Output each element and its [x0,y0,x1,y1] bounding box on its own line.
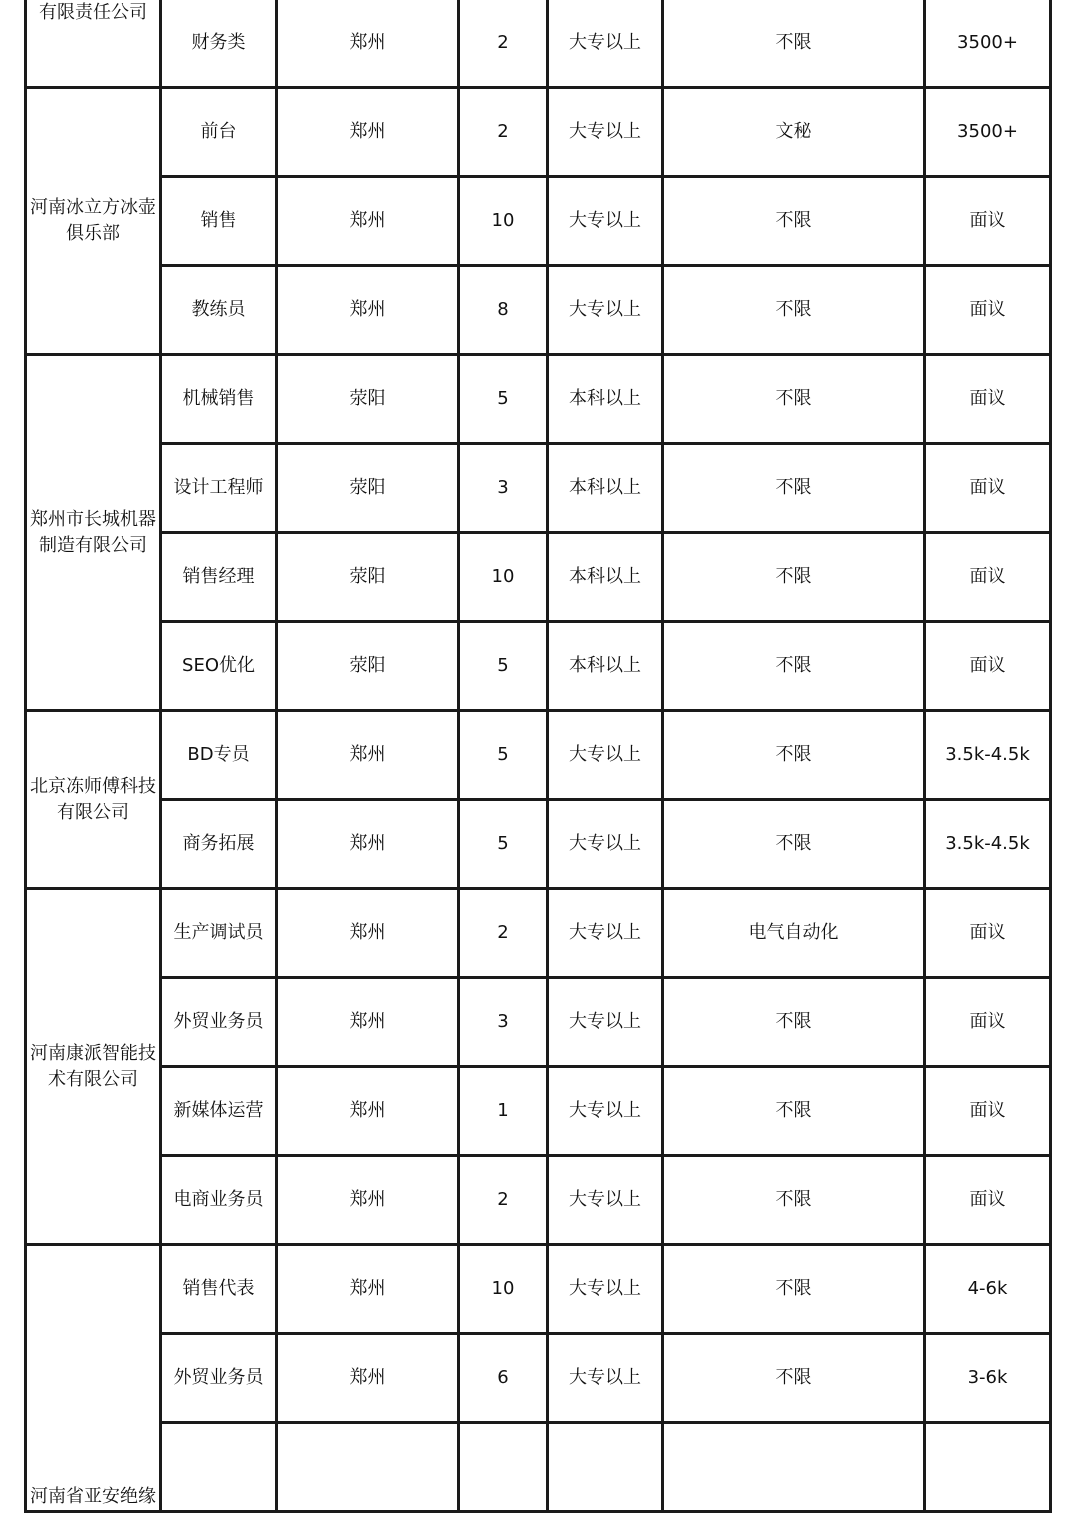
table-row [26,1156,1051,1245]
table-row [26,800,1051,889]
table-row [26,1245,1051,1334]
salary-cell: 4-6k [925,1245,1051,1334]
position-cell: BD专员 [161,711,277,800]
location-cell: 郑州 [277,711,459,800]
salary-cell: 面议 [925,978,1051,1067]
salary-cell: 面议 [925,1156,1051,1245]
headcount-cell: 2 [459,1156,548,1245]
major-cell: 不限 [663,0,925,88]
position-cell: 新媒体运营 [161,1067,277,1156]
major-cell: 文秘 [663,88,925,177]
headcount-cell: 10 [459,177,548,266]
table-row [26,444,1051,533]
table-row [26,622,1051,711]
education-cell: 本科以上 [548,533,663,622]
table-row [26,88,1051,177]
headcount-cell: 2 [459,889,548,978]
company-name-cell [26,1245,161,1512]
company-name-cell [26,355,161,711]
major-cell: 不限 [663,622,925,711]
education-cell: 大专以上 [548,0,663,88]
major-cell: 不限 [663,533,925,622]
education-cell: 大专以上 [548,266,663,355]
company-name-line: 有限公司 [57,801,129,823]
location-cell: 荥阳 [277,444,459,533]
company-name-line: 术有限公司 [48,1068,138,1090]
company-name-line: 河南康派智能技 [30,1042,156,1064]
company-name-line: 北京冻师傅科技 [30,775,156,797]
headcount-cell: 3 [459,444,548,533]
headcount-cell: 2 [459,0,548,88]
major-cell: 不限 [663,177,925,266]
education-cell: 大专以上 [548,800,663,889]
headcount-cell: 8 [459,266,548,355]
company-name-line: 俱乐部 [66,223,120,244]
company-name-line: 有限责任公司 [39,2,147,23]
company-name-line: 河南冰立方冰壶 [30,197,156,218]
major-cell: 不限 [663,978,925,1067]
major-cell: 不限 [663,1245,925,1334]
headcount-cell: 6 [459,1334,548,1423]
location-cell: 郑州 [277,88,459,177]
salary-cell [925,1423,1051,1512]
education-cell: 大专以上 [548,1334,663,1423]
education-cell: 本科以上 [548,622,663,711]
education-cell: 本科以上 [548,444,663,533]
salary-cell: 面议 [925,889,1051,978]
position-cell: 商务拓展 [161,800,277,889]
major-cell: 不限 [663,355,925,444]
salary-cell: 面议 [925,266,1051,355]
headcount-cell: 2 [459,88,548,177]
headcount-cell: 10 [459,533,548,622]
position-cell: SEO优化 [161,622,277,711]
position-cell: 销售经理 [161,533,277,622]
table-row [26,711,1051,800]
location-cell: 郑州 [277,800,459,889]
salary-cell: 面议 [925,444,1051,533]
education-cell: 大专以上 [548,1245,663,1334]
education-cell: 大专以上 [548,889,663,978]
position-cell: 财务类 [161,0,277,88]
major-cell: 电气自动化 [663,889,925,978]
company-name-cell [26,88,161,355]
salary-cell: 面议 [925,355,1051,444]
location-cell: 荥阳 [277,533,459,622]
salary-cell: 面议 [925,177,1051,266]
salary-cell: 面议 [925,622,1051,711]
education-cell: 大专以上 [548,177,663,266]
salary-cell: 3500+ [925,88,1051,177]
position-cell: 教练员 [161,266,277,355]
education-cell: 大专以上 [548,1156,663,1245]
location-cell: 郑州 [277,266,459,355]
position-cell: 机械销售 [161,355,277,444]
company-name-cell [26,889,161,1245]
location-cell: 荥阳 [277,355,459,444]
position-cell [161,1423,277,1512]
location-cell: 郑州 [277,0,459,88]
table-row [26,533,1051,622]
location-cell: 荥阳 [277,622,459,711]
education-cell: 大专以上 [548,711,663,800]
job-listing-table [24,0,1052,1513]
education-cell: 本科以上 [548,355,663,444]
position-cell: 外贸业务员 [161,978,277,1067]
location-cell: 郑州 [277,1156,459,1245]
salary-cell: 3.5k-4.5k [925,711,1051,800]
location-cell: 郑州 [277,1067,459,1156]
position-cell: 生产调试员 [161,889,277,978]
table-row [26,1334,1051,1423]
headcount-cell: 10 [459,1245,548,1334]
headcount-cell [459,1423,548,1512]
headcount-cell: 5 [459,800,548,889]
major-cell: 不限 [663,266,925,355]
education-cell [548,1423,663,1512]
salary-cell: 3500+ [925,0,1051,88]
table-row [26,978,1051,1067]
table-row [26,1423,1051,1512]
position-cell: 前台 [161,88,277,177]
company-name-cell [26,711,161,889]
position-cell: 外贸业务员 [161,1334,277,1423]
headcount-cell: 3 [459,978,548,1067]
major-cell [663,1423,925,1512]
major-cell: 不限 [663,1067,925,1156]
position-cell: 销售代表 [161,1245,277,1334]
headcount-cell: 5 [459,622,548,711]
location-cell: 郑州 [277,978,459,1067]
table-row [26,266,1051,355]
education-cell: 大专以上 [548,1067,663,1156]
major-cell: 不限 [663,1334,925,1423]
job-table-body [26,0,1051,1512]
major-cell: 不限 [663,800,925,889]
headcount-cell: 5 [459,355,548,444]
headcount-cell: 5 [459,711,548,800]
education-cell: 大专以上 [548,978,663,1067]
education-cell: 大专以上 [548,88,663,177]
position-cell: 电商业务员 [161,1156,277,1245]
salary-cell: 面议 [925,1067,1051,1156]
salary-cell: 3.5k-4.5k [925,800,1051,889]
salary-cell: 3-6k [925,1334,1051,1423]
table-row [26,1067,1051,1156]
table-row [26,0,1051,88]
position-cell: 设计工程师 [161,444,277,533]
location-cell [277,1423,459,1512]
headcount-cell: 1 [459,1067,548,1156]
table-row [26,177,1051,266]
company-name-cell [26,0,161,88]
company-name-line: 郑州市长城机器 [30,508,156,530]
company-name-line: 河南省亚安绝缘 [30,1486,156,1507]
major-cell: 不限 [663,444,925,533]
location-cell: 郑州 [277,177,459,266]
location-cell: 郑州 [277,889,459,978]
location-cell: 郑州 [277,1334,459,1423]
location-cell: 郑州 [277,1245,459,1334]
salary-cell: 面议 [925,533,1051,622]
table-row [26,889,1051,978]
table-row [26,355,1051,444]
major-cell: 不限 [663,711,925,800]
company-name-line: 制造有限公司 [39,534,147,556]
major-cell: 不限 [663,1156,925,1245]
position-cell: 销售 [161,177,277,266]
